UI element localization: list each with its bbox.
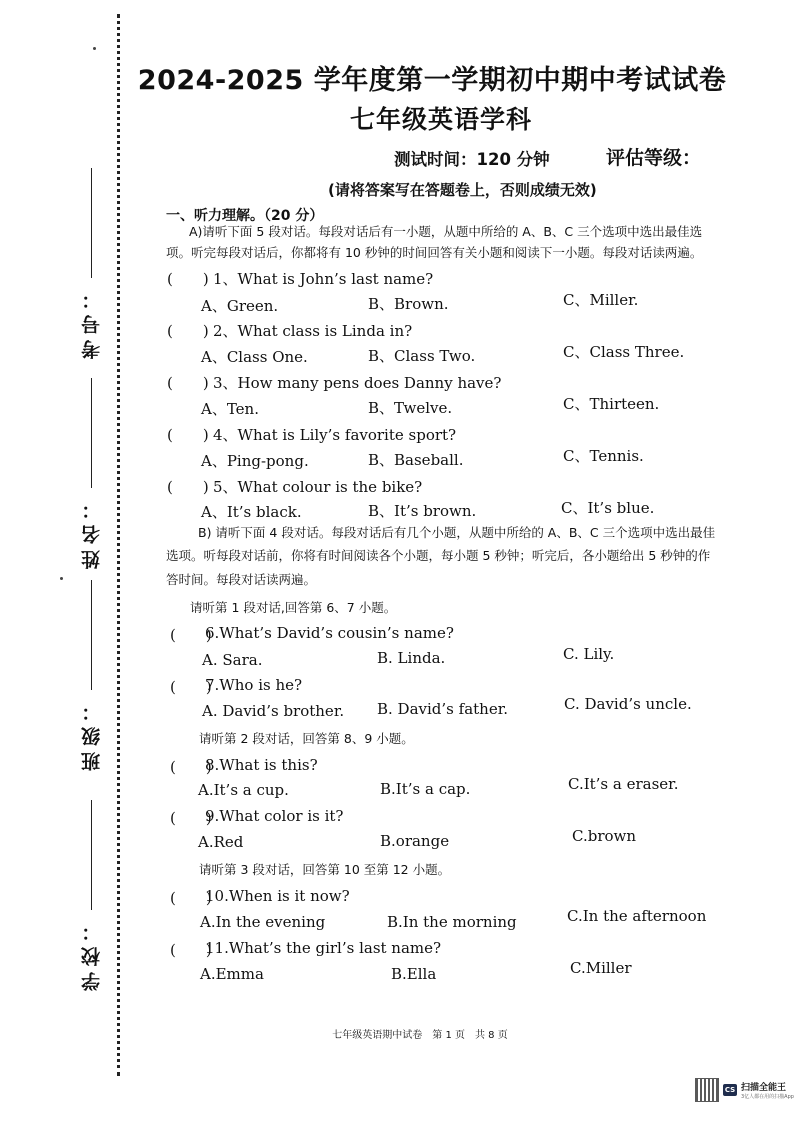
scan-speck: [60, 577, 63, 580]
exam-number-field: [78, 168, 105, 359]
option-a: A.Red: [198, 833, 244, 851]
dialog-2-instruction: 请听第 2 段对话，回答第 8、9 小题。: [199, 731, 414, 746]
binding-dotted-line: [117, 14, 120, 1076]
answer-blank: ( ): [167, 270, 209, 288]
scan-speck: [93, 47, 96, 50]
question-text: 3、How many pens does Danny have?: [213, 374, 502, 392]
question-text: 6.What’s David’s cousin’s name?: [205, 624, 454, 642]
class-line: [91, 580, 92, 690]
option-a: A.Emma: [200, 965, 264, 983]
scanner-text: [741, 1080, 794, 1100]
option-a: A.In the evening: [200, 913, 326, 931]
option-b: B.In the morning: [387, 913, 517, 931]
answer-blank: ( ): [167, 322, 209, 340]
question-text: 10.When is it now?: [205, 887, 350, 905]
option-a: A、Class One.: [201, 348, 308, 366]
question-text: 1、What is John’s last name?: [213, 270, 434, 288]
name-field: [78, 378, 105, 569]
option-a: A. David’s brother.: [202, 702, 345, 720]
dialog-3-instruction: 请听第 3 段对话，回答第 10 至第 12 小题。: [199, 862, 451, 877]
option-a: A、It’s black.: [201, 503, 302, 521]
option-b: B、It’s brown.: [368, 502, 477, 520]
question-text: 2、What class is Linda in?: [213, 322, 413, 340]
answer-blank: ( ): [170, 758, 212, 776]
option-c: C.brown: [572, 827, 637, 845]
part-b-instruction-line1: B) 请听下面 4 段对话。每段对话后有几个小题，从题中所给的 A、B、C 三个选项中选出最佳: [198, 525, 716, 540]
option-c: C.It’s a eraser.: [568, 775, 679, 793]
option-b: B、Baseball.: [368, 451, 464, 469]
evaluation-grade: 评估等级：: [606, 147, 702, 169]
option-a: A.It’s a cup.: [198, 781, 289, 799]
option-a: A、Green.: [201, 297, 279, 315]
option-c: C、Tennis.: [563, 447, 644, 465]
question-text: 11.What’s the girl’s last name?: [205, 939, 442, 957]
qr-code-icon: [695, 1078, 719, 1102]
name-line: [91, 378, 92, 488]
school-line: [91, 800, 92, 910]
question-text: 8.What is this?: [205, 756, 318, 774]
part-b-instruction-line3: 答时间。每段对话读两遍。: [166, 572, 317, 587]
option-b: B.Ella: [391, 965, 437, 983]
option-c: C、Class Three.: [563, 343, 685, 361]
class-field: [78, 580, 105, 771]
option-c: C. Lily.: [563, 645, 615, 663]
option-b: B.orange: [380, 832, 450, 850]
question-text: 9.What color is it?: [205, 807, 344, 825]
answer-blank: ( ): [170, 626, 212, 644]
name-label: 姓名：: [81, 494, 103, 569]
part-a-instruction-line2: 项。听完每段对话后，你都将有 10 秒钟的时间回答有关小题和阅读下一小题。每段对话读两遍。: [166, 245, 703, 260]
dialog-1-instruction: 请听第 1 段对话,回答第 6、7 小题。: [190, 600, 397, 615]
question-text: 5、What colour is the bike?: [213, 478, 423, 496]
section-heading: 一、听力理解。（20 分）: [166, 208, 324, 224]
school-field: [78, 800, 105, 991]
option-b: B. David’s father.: [377, 700, 508, 718]
answer-notice: (请将答案写在答题卷上，否则成绩无效): [328, 181, 597, 199]
answer-blank: ( ): [167, 478, 209, 496]
test-time: 测试时间：120 分钟: [394, 150, 550, 169]
camscanner-logo-icon: CS: [724, 1086, 736, 1094]
answer-blank: ( ): [170, 809, 212, 827]
option-b: B、Twelve.: [368, 399, 453, 417]
option-c: C、Miller.: [563, 291, 639, 309]
option-b: B. Linda.: [377, 649, 446, 667]
option-c: C.Miller: [570, 959, 632, 977]
option-c: C.In the afternoon: [567, 907, 707, 925]
answer-blank: ( ): [170, 678, 212, 696]
option-c: C、It’s blue.: [561, 499, 655, 517]
answer-blank: ( ): [167, 374, 209, 392]
option-a: A、Ping-pong.: [201, 452, 309, 470]
part-a-instruction-line1: A)请听下面 5 段对话。每段对话后有一小题，从题中所给的 A、B、C 三个选项中选出最佳选: [189, 224, 703, 239]
answer-blank: ( ): [167, 426, 209, 444]
exam-title: 2024-2025 学年度第一学期初中期中考试试卷: [137, 65, 727, 96]
option-b: B、Class Two.: [368, 347, 476, 365]
part-b-instruction-line2: 选项。听每段对话前，你将有时间阅读各个小题，每小题 5 秒钟；听完后，各小题给出 5 秒钟的作: [166, 548, 711, 563]
page-footer: 七年级英语期中试卷 第 1 页 共 8 页: [332, 1030, 508, 1041]
option-b: B.It’s a cap.: [380, 780, 471, 798]
scanner-watermark: [695, 1078, 794, 1102]
option-a: A. Sara.: [202, 651, 263, 669]
class-label: 班级：: [81, 696, 103, 771]
scanner-name: 扫描全能王: [741, 1083, 787, 1093]
question-text: 7.Who is he?: [205, 676, 303, 694]
option-c: C、Thirteen.: [563, 395, 660, 413]
exam-number-line: [91, 168, 92, 278]
answer-blank: ( ): [170, 889, 212, 907]
option-b: B、Brown.: [368, 295, 449, 313]
school-label: 学校：: [81, 916, 103, 991]
exam-subtitle: 七年级英语学科: [349, 105, 532, 134]
option-c: C. David’s uncle.: [564, 695, 692, 713]
exam-number-label: 考号：: [81, 284, 103, 359]
answer-blank: ( ): [170, 941, 212, 959]
question-text: 4、What is Lily’s favorite sport?: [213, 426, 457, 444]
scanner-tagline: 3亿人都在用的扫描App: [741, 1094, 794, 1100]
option-a: A、Ten.: [201, 400, 259, 418]
